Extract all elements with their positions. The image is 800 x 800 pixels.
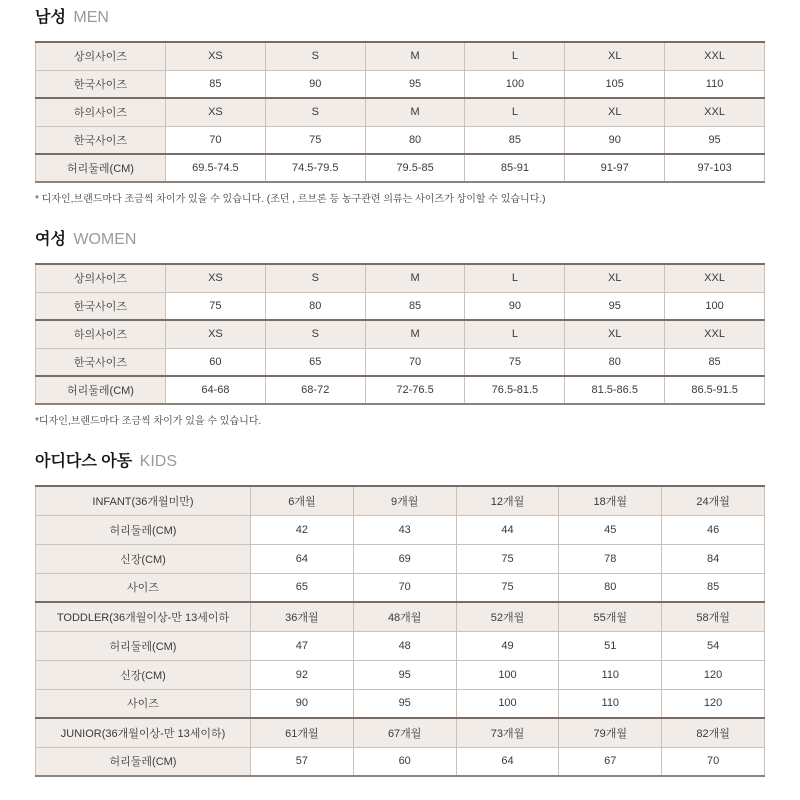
men-footnote: * 디자인,브랜드마다 조금씩 차이가 있을 수 있습니다. (조던 , 르브론 등 농구관련 의류는 사이즈가 상이할 수 있습니다.)	[35, 194, 546, 205]
table-cell: 86.5-91.5	[665, 376, 765, 404]
table-row	[36, 718, 765, 747]
table-row	[36, 98, 765, 126]
table-row	[36, 292, 765, 320]
table-cell: 75	[265, 126, 365, 154]
table-row	[36, 154, 765, 182]
table-cell: 80	[565, 348, 665, 376]
table-cell: 85	[365, 292, 465, 320]
table-cell: 90	[251, 689, 354, 718]
table-cell: 65	[265, 348, 365, 376]
section-men	[35, 8, 765, 206]
table-cell: 74.5-79.5	[265, 154, 365, 182]
section-kids	[35, 452, 765, 777]
table-cell: 80	[559, 573, 662, 602]
table-cell: M	[365, 42, 465, 70]
table-cell: 51	[559, 631, 662, 660]
table-row	[36, 70, 765, 98]
kids-size-table	[35, 485, 765, 777]
table-cell: 120	[662, 689, 765, 718]
kids-section-title	[35, 452, 765, 471]
table-row	[36, 515, 765, 544]
table-cell: M	[365, 264, 465, 292]
women-title-english: WOMEN	[73, 231, 137, 248]
row-label: INFANT(36개월미만)	[36, 486, 251, 515]
table-cell: 69.5-74.5	[166, 154, 266, 182]
table-cell: XXL	[665, 320, 765, 348]
table-cell: 76.5-81.5	[465, 376, 565, 404]
table-cell: S	[265, 42, 365, 70]
table-row	[36, 602, 765, 631]
table-cell: 9개월	[353, 486, 456, 515]
table-cell: 46	[662, 515, 765, 544]
table-cell: 55개월	[559, 602, 662, 631]
table-cell: XL	[565, 42, 665, 70]
row-label: 하의사이즈	[36, 320, 166, 348]
table-cell: 6개월	[251, 486, 354, 515]
row-label: 사이즈	[36, 573, 251, 602]
table-cell: 120	[662, 660, 765, 689]
table-cell: 44	[456, 515, 559, 544]
table-cell: 95	[365, 70, 465, 98]
row-label: 상의사이즈	[36, 264, 166, 292]
table-row	[36, 320, 765, 348]
men-section-title	[35, 8, 765, 27]
women-footnote: *디자인,브랜드마다 조금씩 차이가 있을 수 있습니다.	[35, 416, 262, 427]
table-cell: 64-68	[166, 376, 266, 404]
table-row	[36, 573, 765, 602]
table-cell: L	[465, 42, 565, 70]
row-label: 허리둘레(CM)	[36, 747, 251, 776]
table-cell: 75	[465, 348, 565, 376]
table-cell: 60	[353, 747, 456, 776]
table-cell: 70	[353, 573, 456, 602]
table-cell: 60	[166, 348, 266, 376]
table-cell: 47	[251, 631, 354, 660]
kids-title-korean: 아디다스 아동	[35, 453, 133, 470]
table-cell: 91-97	[565, 154, 665, 182]
table-cell: 110	[665, 70, 765, 98]
table-cell: 36개월	[251, 602, 354, 631]
row-label: 상의사이즈	[36, 42, 166, 70]
table-cell: 85	[166, 70, 266, 98]
row-label: 한국사이즈	[36, 126, 166, 154]
table-cell: 73개월	[456, 718, 559, 747]
table-cell: L	[465, 98, 565, 126]
table-cell: 100	[465, 70, 565, 98]
men-title-korean: 남성	[35, 9, 66, 26]
table-cell: 80	[365, 126, 465, 154]
table-cell: XL	[565, 320, 665, 348]
table-cell: 75	[456, 544, 559, 573]
table-cell: 67	[559, 747, 662, 776]
table-row	[36, 486, 765, 515]
table-row	[36, 264, 765, 292]
table-cell: 90	[465, 292, 565, 320]
table-cell: 82개월	[662, 718, 765, 747]
table-cell: 85	[662, 573, 765, 602]
row-label: 허리둘레(CM)	[36, 515, 251, 544]
table-cell: 57	[251, 747, 354, 776]
table-row	[36, 376, 765, 404]
table-cell: 68-72	[265, 376, 365, 404]
row-label: JUNIOR(36개월이상-만 13세이하)	[36, 718, 251, 747]
row-label: 허리둘레(CM)	[36, 376, 166, 404]
table-row	[36, 42, 765, 70]
table-row	[36, 660, 765, 689]
table-cell: XL	[565, 264, 665, 292]
table-cell: 100	[456, 689, 559, 718]
table-cell: XS	[166, 320, 266, 348]
table-cell: 58개월	[662, 602, 765, 631]
row-label: 하의사이즈	[36, 98, 166, 126]
table-cell: 54	[662, 631, 765, 660]
women-size-table	[35, 263, 765, 405]
table-cell: 70	[662, 747, 765, 776]
table-row	[36, 689, 765, 718]
table-cell: 100	[665, 292, 765, 320]
row-label: 사이즈	[36, 689, 251, 718]
table-cell: XXL	[665, 264, 765, 292]
table-cell: 18개월	[559, 486, 662, 515]
table-cell: 95	[353, 660, 456, 689]
kids-title-english: KIDS	[139, 453, 177, 470]
table-cell: 110	[559, 660, 662, 689]
table-cell: 24개월	[662, 486, 765, 515]
men-size-table	[35, 41, 765, 183]
table-cell: XXL	[665, 98, 765, 126]
table-row	[36, 631, 765, 660]
table-cell: 64	[251, 544, 354, 573]
table-cell: 72-76.5	[365, 376, 465, 404]
table-cell: 79개월	[559, 718, 662, 747]
table-cell: 110	[559, 689, 662, 718]
table-cell: XS	[166, 42, 266, 70]
table-cell: 81.5-86.5	[565, 376, 665, 404]
row-label: 허리둘레(CM)	[36, 631, 251, 660]
section-women	[35, 230, 765, 428]
table-cell: 75	[166, 292, 266, 320]
table-cell: 90	[265, 70, 365, 98]
row-label: 신장(CM)	[36, 660, 251, 689]
table-cell: 85	[665, 348, 765, 376]
table-cell: 78	[559, 544, 662, 573]
row-label: 허리둘레(CM)	[36, 154, 166, 182]
table-cell: 61개월	[251, 718, 354, 747]
table-cell: 95	[565, 292, 665, 320]
table-cell: 79.5-85	[365, 154, 465, 182]
table-cell: 80	[265, 292, 365, 320]
table-row	[36, 348, 765, 376]
table-cell: 43	[353, 515, 456, 544]
table-cell: XXL	[665, 42, 765, 70]
table-cell: 49	[456, 631, 559, 660]
table-cell: 105	[565, 70, 665, 98]
women-title-korean: 여성	[35, 231, 66, 248]
table-cell: 48	[353, 631, 456, 660]
table-cell: 100	[456, 660, 559, 689]
table-row	[36, 544, 765, 573]
table-cell: 67개월	[353, 718, 456, 747]
table-cell: 64	[456, 747, 559, 776]
table-cell: 75	[456, 573, 559, 602]
table-cell: 52개월	[456, 602, 559, 631]
table-cell: XL	[565, 98, 665, 126]
table-cell: 48개월	[353, 602, 456, 631]
table-row	[36, 747, 765, 776]
row-label: 한국사이즈	[36, 292, 166, 320]
row-label: 신장(CM)	[36, 544, 251, 573]
table-cell: 97-103	[665, 154, 765, 182]
table-cell: 90	[565, 126, 665, 154]
table-cell: 12개월	[456, 486, 559, 515]
row-label: 한국사이즈	[36, 348, 166, 376]
table-cell: 95	[353, 689, 456, 718]
table-cell: XS	[166, 264, 266, 292]
table-cell: 70	[365, 348, 465, 376]
table-cell: S	[265, 264, 365, 292]
table-cell: S	[265, 320, 365, 348]
table-cell: S	[265, 98, 365, 126]
table-cell: 65	[251, 573, 354, 602]
table-cell: 45	[559, 515, 662, 544]
women-section-title	[35, 230, 765, 249]
row-label: TODDLER(36개월이상-만 13세이하	[36, 602, 251, 631]
table-cell: 69	[353, 544, 456, 573]
table-cell: 92	[251, 660, 354, 689]
table-cell: 42	[251, 515, 354, 544]
men-title-english: MEN	[73, 9, 109, 26]
table-cell: XS	[166, 98, 266, 126]
table-cell: 70	[166, 126, 266, 154]
table-cell: M	[365, 98, 465, 126]
table-row	[36, 126, 765, 154]
table-cell: 84	[662, 544, 765, 573]
table-cell: L	[465, 264, 565, 292]
table-cell: M	[365, 320, 465, 348]
table-cell: 85-91	[465, 154, 565, 182]
table-cell: 85	[465, 126, 565, 154]
table-cell: 95	[665, 126, 765, 154]
row-label: 한국사이즈	[36, 70, 166, 98]
table-cell: L	[465, 320, 565, 348]
